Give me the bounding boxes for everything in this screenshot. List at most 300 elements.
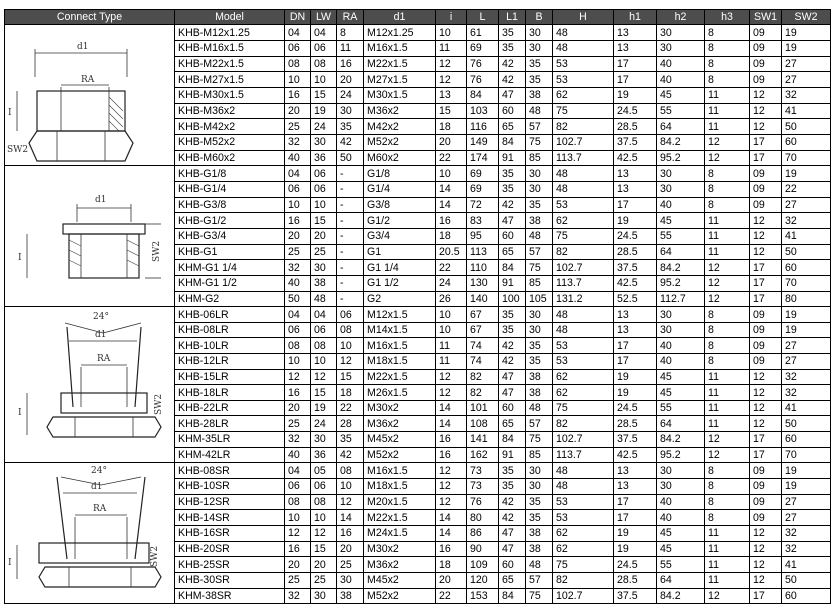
cell-ra: 42 [337,134,364,150]
cell-sw2: 60 [782,432,831,448]
cell-d1: M45x2 [364,572,436,588]
cell-h2: 45 [657,525,705,541]
cell-h1: 28.5 [614,416,657,432]
cell-l1: 65 [499,244,526,260]
cell-h: 131.2 [553,291,614,307]
cell-d1: M26x1.5 [364,385,436,401]
label-d1: d1 [95,330,107,341]
cell-dn: 10 [285,354,311,370]
cell-model: KHM-35LR [175,432,285,448]
cell-h3: 11 [705,369,750,385]
cell-i: 12 [436,478,467,494]
cell-l1: 42 [499,354,526,370]
male-stud-pipe-drawing [5,166,175,306]
cell-ra: 12 [337,494,364,510]
label-i: I [18,408,22,419]
cell-l1: 100 [499,291,526,307]
cell-lw: 06 [311,166,337,182]
col-dn: DN [285,10,311,25]
cell-model: KHB-15LR [175,369,285,385]
cell-sw2: 32 [782,87,831,103]
cell-sw2: 27 [782,494,831,510]
cell-l1: 65 [499,572,526,588]
cell-h: 113.7 [553,275,614,291]
cell-l: 67 [467,322,499,338]
cell-h: 113.7 [553,447,614,463]
cell-b: 75 [526,260,553,276]
cell-b: 48 [526,400,553,416]
cell-l: 116 [467,119,499,135]
cell-h2: 30 [657,166,705,182]
cell-l: 74 [467,338,499,354]
cell-i: 10 [436,307,467,323]
cell-h2: 45 [657,213,705,229]
cell-model: KHB-30SR [175,572,285,588]
cell-i: 15 [436,103,467,119]
cell-ra: 10 [337,478,364,494]
cell-h1: 17 [614,510,657,526]
label-angle: 24° [91,466,107,477]
cell-model: KHB-G3/4 [175,228,285,244]
cell-h2: 40 [657,56,705,72]
cell-h1: 24.5 [614,400,657,416]
cell-h1: 19 [614,385,657,401]
cell-l1: 42 [499,510,526,526]
cell-lw: 19 [311,103,337,119]
col-sw1: SW1 [750,10,782,25]
cell-ra: - [337,181,364,197]
cell-h3: 11 [705,416,750,432]
cell-lw: 04 [311,307,337,323]
cell-lw: 30 [311,588,337,604]
cell-h2: 84.2 [657,432,705,448]
cell-ra: 28 [337,416,364,432]
cell-h3: 11 [705,400,750,416]
cell-i: 14 [436,197,467,213]
cell-l: 61 [467,25,499,41]
cell-h1: 13 [614,463,657,479]
cell-h: 48 [553,307,614,323]
cell-model: KHB-10SR [175,478,285,494]
cell-l: 72 [467,197,499,213]
cell-sw1: 12 [750,119,782,135]
cell-lw: 48 [311,291,337,307]
cell-sw1: 09 [750,197,782,213]
cell-h3: 12 [705,291,750,307]
cell-b: 48 [526,557,553,573]
cell-model: KHB-G1/2 [175,213,285,229]
cell-b: 35 [526,197,553,213]
cell-h: 62 [553,541,614,557]
cell-sw1: 17 [750,260,782,276]
cell-i: 18 [436,119,467,135]
cell-h3: 11 [705,541,750,557]
label-d1: d1 [77,42,89,53]
cell-h2: 45 [657,87,705,103]
cell-h: 53 [553,197,614,213]
cell-h3: 11 [705,557,750,573]
cell-h1: 17 [614,72,657,88]
cell-model: KHB-G3/8 [175,197,285,213]
cell-ra: 24 [337,87,364,103]
cell-b: 57 [526,244,553,260]
col-d1: d1 [364,10,436,25]
cell-d1: G1/8 [364,166,436,182]
cell-ra: - [337,166,364,182]
cell-h2: 45 [657,369,705,385]
cell-lw: 06 [311,40,337,56]
cell-ra: 50 [337,150,364,166]
cell-h: 62 [553,213,614,229]
cell-h3: 11 [705,228,750,244]
cell-h2: 30 [657,463,705,479]
cell-lw: 30 [311,432,337,448]
cell-h1: 52.5 [614,291,657,307]
cell-h: 82 [553,244,614,260]
cell-b: 57 [526,119,553,135]
cell-l: 95 [467,228,499,244]
cell-l1: 91 [499,447,526,463]
col-ra: RA [337,10,364,25]
cell-model: KHB-M16x1.5 [175,40,285,56]
cell-h3: 12 [705,260,750,276]
cell-model: KHB-M22x1.5 [175,56,285,72]
cell-h1: 42.5 [614,447,657,463]
cell-sw1: 09 [750,181,782,197]
cell-h2: 30 [657,25,705,41]
cell-i: 22 [436,260,467,276]
cell-sw2: 80 [782,291,831,307]
cell-l: 140 [467,291,499,307]
cell-h1: 19 [614,541,657,557]
cell-sw1: 09 [750,166,782,182]
cell-i: 20.5 [436,244,467,260]
cell-d1: M45x2 [364,432,436,448]
cell-sw2: 22 [782,181,831,197]
cell-h: 53 [553,72,614,88]
cell-l: 174 [467,150,499,166]
cell-l: 149 [467,134,499,150]
cell-b: 38 [526,541,553,557]
cell-h2: 84.2 [657,260,705,276]
cell-h: 82 [553,119,614,135]
cell-ra: 11 [337,40,364,56]
col-b: B [526,10,553,25]
cone-light-drawing [5,307,175,462]
cell-model: KHB-G1 [175,244,285,260]
cell-i: 22 [436,150,467,166]
cell-sw2: 27 [782,354,831,370]
cell-h1: 13 [614,166,657,182]
cell-sw1: 09 [750,307,782,323]
cell-l1: 42 [499,494,526,510]
cell-sw2: 27 [782,72,831,88]
cell-lw: 06 [311,181,337,197]
cell-b: 105 [526,291,553,307]
cell-model: KHB-M12x1.25 [175,25,285,41]
cell-d1: M52x2 [364,447,436,463]
cell-b: 30 [526,25,553,41]
cell-l: 69 [467,181,499,197]
cell-sw2: 32 [782,369,831,385]
cell-h2: 30 [657,307,705,323]
cell-h: 75 [553,103,614,119]
cell-ra: - [337,197,364,213]
cell-h3: 8 [705,197,750,213]
cell-h: 102.7 [553,134,614,150]
col-h1: h1 [614,10,657,25]
cell-b: 75 [526,432,553,448]
cell-h1: 17 [614,197,657,213]
cell-sw1: 12 [750,87,782,103]
cell-sw2: 50 [782,244,831,260]
label-ra: RA [97,354,111,365]
cell-l: 76 [467,72,499,88]
cell-i: 12 [436,494,467,510]
cell-l: 82 [467,369,499,385]
cell-sw1: 17 [750,291,782,307]
cell-b: 75 [526,588,553,604]
cell-dn: 12 [285,525,311,541]
cell-i: 12 [436,463,467,479]
cell-dn: 20 [285,228,311,244]
label-sw2: SW2 [154,394,164,416]
cell-sw2: 32 [782,385,831,401]
cell-d1: M27x1.5 [364,72,436,88]
cell-ra: 18 [337,385,364,401]
cell-l: 103 [467,103,499,119]
cell-ra: 06 [337,307,364,323]
cell-l1: 47 [499,369,526,385]
cell-l1: 35 [499,307,526,323]
cell-lw: 15 [311,541,337,557]
cell-h2: 30 [657,40,705,56]
cell-b: 30 [526,40,553,56]
cell-h3: 8 [705,354,750,370]
cell-b: 57 [526,416,553,432]
cell-b: 85 [526,447,553,463]
cell-l1: 65 [499,416,526,432]
cell-dn: 40 [285,150,311,166]
specification-table [4,9,831,604]
cell-l1: 84 [499,432,526,448]
cell-dn: 10 [285,197,311,213]
cell-l1: 42 [499,56,526,72]
cell-l1: 91 [499,275,526,291]
cell-l1: 84 [499,134,526,150]
cell-b: 30 [526,478,553,494]
cell-l1: 42 [499,72,526,88]
cell-d1: M60x2 [364,150,436,166]
cell-i: 22 [436,588,467,604]
cell-d1: M52x2 [364,588,436,604]
cell-sw1: 09 [750,56,782,72]
cell-l1: 60 [499,228,526,244]
cell-model: KHB-M52x2 [175,134,285,150]
cell-dn: 32 [285,134,311,150]
cell-sw1: 09 [750,338,782,354]
cell-h: 102.7 [553,432,614,448]
cell-sw1: 17 [750,150,782,166]
cell-h: 48 [553,40,614,56]
cell-h3: 8 [705,478,750,494]
cell-h2: 55 [657,400,705,416]
cell-dn: 40 [285,275,311,291]
table-row [5,25,831,41]
cell-d1: M12x1.25 [364,25,436,41]
cell-d1: M16x1.5 [364,463,436,479]
cell-l1: 60 [499,103,526,119]
cell-ra: 35 [337,432,364,448]
cell-l1: 35 [499,40,526,56]
cell-ra: 30 [337,572,364,588]
cell-h3: 8 [705,181,750,197]
label-i: I [18,253,22,264]
cell-model: KHM-G2 [175,291,285,307]
male-stud-metric-drawing [5,25,175,165]
cell-sw2: 50 [782,119,831,135]
cell-h: 62 [553,525,614,541]
cell-ra: - [337,244,364,260]
cell-l: 74 [467,354,499,370]
cell-h2: 30 [657,478,705,494]
cell-d1: M18x1.5 [364,354,436,370]
cell-h1: 28.5 [614,119,657,135]
cell-h2: 30 [657,181,705,197]
cell-l1: 47 [499,525,526,541]
table-row [5,307,831,323]
cell-h1: 37.5 [614,588,657,604]
cell-sw1: 12 [750,525,782,541]
cell-l: 69 [467,166,499,182]
cell-dn: 10 [285,72,311,88]
cell-l: 108 [467,416,499,432]
cell-ra: 16 [337,525,364,541]
cell-h1: 24.5 [614,103,657,119]
cell-b: 30 [526,181,553,197]
cell-sw1: 12 [750,213,782,229]
cell-h2: 45 [657,385,705,401]
cell-h: 53 [553,494,614,510]
cell-h1: 19 [614,525,657,541]
cell-model: KHB-08SR [175,463,285,479]
cell-h2: 45 [657,541,705,557]
cell-h2: 55 [657,557,705,573]
cell-h3: 12 [705,275,750,291]
cell-l1: 35 [499,25,526,41]
cell-l1: 91 [499,150,526,166]
cell-sw1: 12 [750,416,782,432]
cell-sw2: 70 [782,150,831,166]
cell-h2: 40 [657,494,705,510]
cell-i: 13 [436,87,467,103]
cell-i: 16 [436,447,467,463]
cell-h1: 13 [614,322,657,338]
cell-model: KHM-38SR [175,588,285,604]
cell-sw2: 70 [782,447,831,463]
cell-sw2: 19 [782,25,831,41]
cell-ra: 30 [337,103,364,119]
cell-dn: 40 [285,447,311,463]
cell-dn: 04 [285,25,311,41]
cell-h1: 13 [614,478,657,494]
col-connect-type: Connect Type [5,10,175,25]
cell-dn: 25 [285,119,311,135]
cell-h1: 19 [614,87,657,103]
cell-i: 12 [436,385,467,401]
cell-i: 14 [436,400,467,416]
cell-sw1: 12 [750,369,782,385]
cell-sw2: 27 [782,56,831,72]
cell-h3: 8 [705,510,750,526]
cell-d1: M22x1.5 [364,369,436,385]
cell-d1: G1/4 [364,181,436,197]
cell-l: 84 [467,87,499,103]
cell-d1: M22x1.5 [364,510,436,526]
cell-h2: 112.7 [657,291,705,307]
cell-d1: G1 1/2 [364,275,436,291]
cell-h: 53 [553,510,614,526]
cell-dn: 32 [285,588,311,604]
label-ra: RA [81,75,95,86]
cell-model: KHB-08LR [175,322,285,338]
cell-model: KHB-22LR [175,400,285,416]
cell-h3: 8 [705,463,750,479]
label-sw2: SW2 [7,145,29,156]
cell-ra: 8 [337,25,364,41]
cell-h: 62 [553,385,614,401]
cell-lw: 08 [311,494,337,510]
cell-sw1: 12 [750,103,782,119]
cell-l1: 35 [499,181,526,197]
cell-d1: G3/8 [364,197,436,213]
cell-ra: 15 [337,369,364,385]
header-row [5,10,831,25]
cell-i: 12 [436,369,467,385]
cell-h: 82 [553,572,614,588]
cell-b: 35 [526,338,553,354]
cell-h2: 40 [657,510,705,526]
cell-h3: 12 [705,134,750,150]
cell-ra: 08 [337,322,364,338]
cell-model: KHB-G1/4 [175,181,285,197]
cell-b: 30 [526,307,553,323]
cell-dn: 04 [285,166,311,182]
cell-h1: 37.5 [614,134,657,150]
cell-l1: 47 [499,87,526,103]
cell-ra: 10 [337,338,364,354]
cell-sw2: 50 [782,572,831,588]
cell-lw: 08 [311,56,337,72]
cell-h3: 11 [705,244,750,260]
cell-b: 35 [526,494,553,510]
cell-i: 10 [436,166,467,182]
cell-h3: 12 [705,588,750,604]
cell-h2: 64 [657,119,705,135]
col-sw2: SW2 [782,10,831,25]
cell-sw2: 32 [782,525,831,541]
cell-ra: - [337,213,364,229]
cell-i: 14 [436,181,467,197]
cell-lw: 36 [311,447,337,463]
cell-b: 85 [526,150,553,166]
label-i: I [8,558,12,569]
cell-lw: 12 [311,525,337,541]
cell-l1: 65 [499,119,526,135]
cell-model: KHB-12LR [175,354,285,370]
col-h: H [553,10,614,25]
cell-h1: 37.5 [614,260,657,276]
